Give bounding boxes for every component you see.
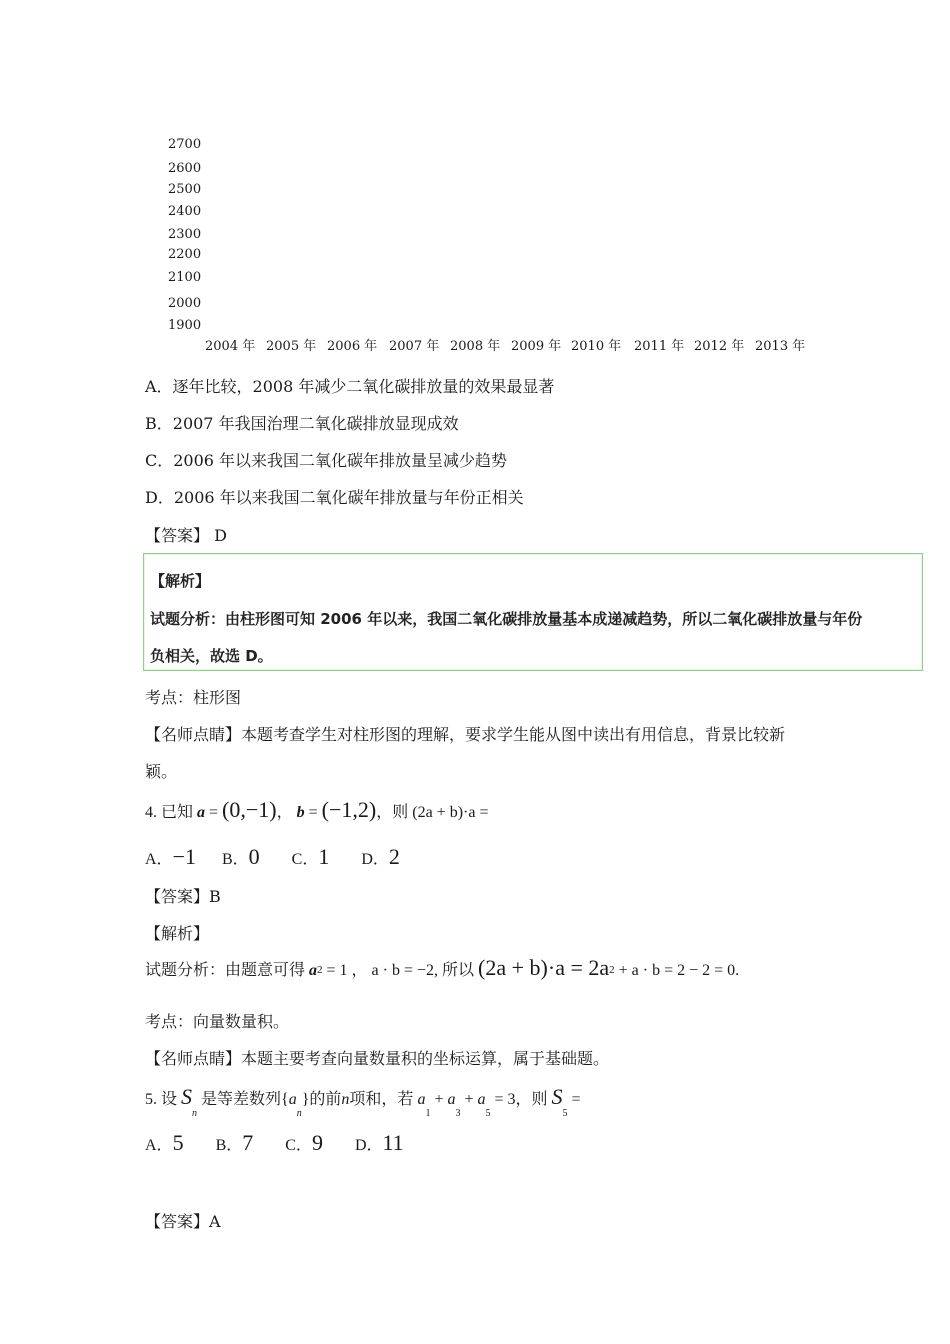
q5-mid: 是等差数列: [201, 1091, 282, 1108]
q5-option-c-label: C．: [285, 1137, 312, 1154]
q5-option-d-value: 11: [382, 1130, 404, 1155]
q4-options: [145, 844, 400, 870]
plus: +: [464, 1091, 474, 1108]
q4-option-a-label: A．: [145, 851, 173, 868]
q5-a5-sub: 5: [485, 1108, 491, 1119]
q4-analysis-m1-sup: 2: [317, 964, 323, 976]
q4-kaodian: 考点：向量数量积。: [145, 1012, 290, 1031]
q4-analysis-m3: (2a + b)·a = 2a: [478, 955, 610, 980]
q4-option-c-value: 1: [318, 844, 330, 869]
q4-number: 4. 已知: [145, 804, 194, 821]
q4-analysis-m1-rest: = 1: [322, 962, 348, 979]
q4-analysis-title: 【解析】: [145, 924, 210, 943]
q3-mingshi-2: 颖。: [145, 762, 178, 781]
q5-n: n: [341, 1091, 350, 1108]
q5-a5: a: [477, 1091, 486, 1108]
vector-b: b: [296, 804, 305, 821]
plus: +: [434, 1091, 444, 1108]
q4-analysis: [145, 955, 739, 981]
q5-option-b-label: B．: [215, 1137, 243, 1154]
q5-option-a-value: 5: [172, 1130, 184, 1155]
y-tick-label: 2600: [168, 161, 202, 176]
q3-mingshi-1: 【名师点睛】本题考查学生对柱形图的理解，要求学生能从图中读出有用信息，背景比较新: [145, 725, 786, 744]
q3-answer: 【答案】 D: [145, 526, 227, 545]
q4-option-d-label: D．: [361, 851, 389, 868]
y-tick-label: 2500: [168, 182, 202, 197]
q5-option-a-label: A．: [145, 1137, 173, 1154]
analysis-line-2: 负相关，故选 D。: [150, 647, 273, 665]
q5-S5-eq: =: [571, 1091, 581, 1108]
q5-mid2: 的前: [309, 1091, 342, 1108]
q5-a1-sub: 1: [425, 1108, 431, 1119]
q4-analysis-m3-rest: + a · b = 2 − 2 = 0: [614, 962, 736, 979]
y-tick-label: 2700: [168, 137, 202, 152]
equals: =: [209, 804, 219, 821]
y-tick-label: 2300: [168, 227, 202, 242]
q4-option-c-label: C．: [291, 851, 319, 868]
q5-a3: a: [447, 1091, 456, 1108]
q4-analysis-m1: a: [309, 962, 318, 979]
q5-S-sub: n: [192, 1108, 198, 1119]
equals: =: [308, 804, 318, 821]
q5-option-b-value: 7: [242, 1130, 254, 1155]
y-tick-label: 2100: [168, 270, 202, 285]
q5-a: a: [288, 1091, 297, 1108]
x-tick-label: 2005 年: [266, 339, 317, 354]
q4-analysis-m3-sup: 2: [609, 964, 615, 976]
q4-stem: [145, 797, 488, 823]
q3-option-a: A．逐年比较，2008 年减少二氧化碳排放量的效果最显著: [145, 377, 555, 396]
q5-stem: [145, 1084, 581, 1119]
q4-analysis-prefix: 试题分析：由题意可得: [145, 962, 306, 979]
y-tick-label: 2200: [168, 247, 202, 262]
q5-a1: a: [417, 1091, 426, 1108]
then-text: ，则: [376, 804, 409, 821]
q4-analysis-so: 所以: [442, 962, 475, 979]
x-tick-label: 2012 年: [694, 339, 745, 354]
q5-options: [145, 1130, 404, 1156]
q5-prefix: 5. 设: [145, 1091, 178, 1108]
y-tick-label: 2400: [168, 204, 202, 219]
comma: ，: [276, 804, 293, 821]
analysis-title: 【解析】: [150, 572, 211, 590]
q5-S: S: [181, 1084, 193, 1109]
q4-option-b-label: B．: [221, 851, 249, 868]
q5-a3-sub: 3: [455, 1108, 461, 1119]
analysis-box: [143, 553, 923, 671]
q4-analysis-m2: ， a · b = −2,: [351, 962, 439, 979]
vector-a-value: (0,−1): [222, 797, 277, 822]
x-tick-label: 2007 年: [389, 339, 440, 354]
q5-option-d-label: D．: [354, 1137, 383, 1154]
q4-option-b-value: 0: [248, 844, 260, 869]
x-tick-label: 2004 年: [205, 339, 256, 354]
q4-option-a-value: −1: [172, 844, 196, 869]
vector-b-value: (−1,2): [321, 797, 377, 822]
x-tick-label: 2013 年: [755, 339, 806, 354]
q5-then: ，则: [515, 1091, 548, 1108]
q4-expression: (2a + b)·a =: [412, 804, 489, 821]
q5-brace-close: }: [301, 1091, 310, 1108]
x-tick-label: 2009 年: [511, 339, 562, 354]
q5-eq3: = 3: [494, 1091, 516, 1108]
q3-option-d: D．2006 年以来我国二氧化碳年排放量与年份正相关: [145, 488, 524, 507]
q5-option-c-value: 9: [311, 1130, 323, 1155]
q5-a-sub: n: [296, 1108, 302, 1119]
y-tick-label: 1900: [168, 318, 202, 333]
q5-mid3: 项和，若: [349, 1091, 414, 1108]
q5-S5: S: [551, 1084, 563, 1109]
q5-S5-sub: 5: [562, 1108, 568, 1119]
x-tick-label: 2008 年: [450, 339, 501, 354]
q3-option-b: B．2007 年我国治理二氧化碳排放显现成效: [145, 414, 459, 433]
vector-a: a: [197, 804, 206, 821]
q4-analysis-end: .: [735, 962, 740, 979]
q3-kaodian: 考点：柱形图: [145, 688, 242, 707]
q4-answer: 【答案】B: [145, 887, 221, 906]
x-tick-label: 2011 年: [634, 339, 685, 354]
q4-mingshi: 【名师点睛】本题主要考查向量数量积的坐标运算，属于基础题。: [145, 1049, 610, 1068]
x-tick-label: 2010 年: [571, 339, 622, 354]
x-tick-label: 2006 年: [327, 339, 378, 354]
analysis-line-1: 试题分析：由柱形图可知 2006 年以来，我国二氧化碳排放量基本成递减趋势，所以二氧化碳排放量与年份: [150, 610, 863, 628]
q5-brace-open: {: [281, 1091, 289, 1108]
q3-option-c: C．2006 年以来我国二氧化碳年排放量呈减少趋势: [145, 451, 508, 470]
q4-option-d-value: 2: [388, 844, 400, 869]
q5-answer: 【答案】A: [145, 1212, 221, 1231]
y-tick-label: 2000: [168, 296, 202, 311]
